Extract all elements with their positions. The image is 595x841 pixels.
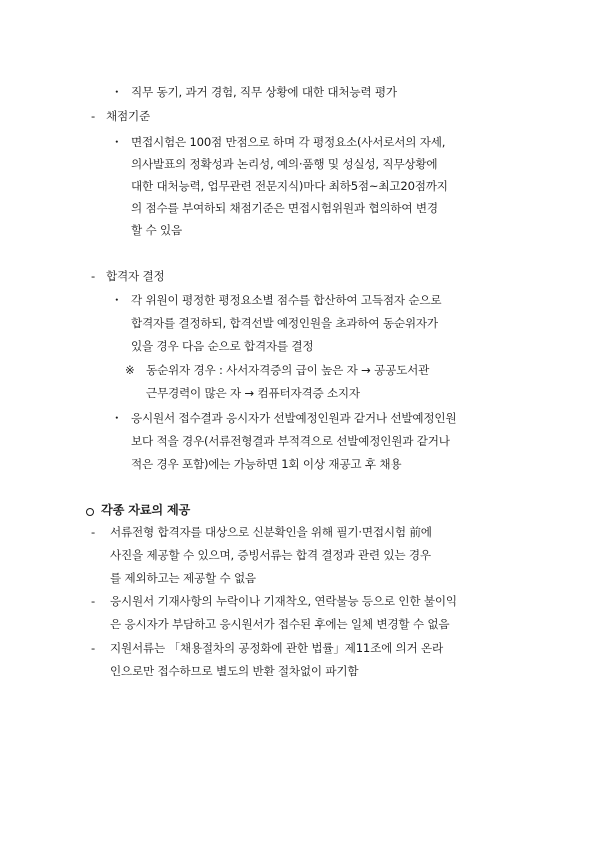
bullet-marker: ・ [111, 293, 123, 307]
liability-paragraph-line: 응시원서 기재사항의 누락이나 기재착오, 연락불능 등으로 인한 불이익 [110, 594, 457, 608]
shortfall-line: 적은 경우 포함)에는 가능하면 1회 이상 재공고 후 채용 [131, 457, 402, 471]
liability-paragraph-line: 은 응시자가 부담하고 응시원서가 접수된 후에는 일체 변경할 수 없음 [110, 617, 450, 631]
tie-note-line: 동순위자 경우 : 사서자격증의 급이 높은 자 → 공공도서관 [146, 363, 430, 377]
section-title: 각종 자료의 제공 [101, 503, 191, 517]
scoring-title: 채점기준 [106, 109, 150, 123]
note-marker: ※ [125, 363, 135, 377]
bullet-marker: ・ [111, 135, 123, 149]
dash-marker: - [91, 594, 96, 608]
scoring-line: 의사발표의 정확성과 논리성, 예의·품행 및 성실성, 직무상황에 [131, 157, 438, 171]
photo-paragraph-line: 를 제외하고는 제공할 수 없음 [110, 571, 256, 585]
circle-bullet-icon [86, 508, 94, 516]
dash-marker: - [91, 269, 96, 283]
tie-note-line: 근무경력이 많은 자 → 컴퓨터자격증 소지자 [146, 386, 360, 400]
pass-title: 합격자 결정 [106, 269, 165, 283]
bullet-marker: ・ [111, 85, 123, 99]
shortfall-line: 응시원서 접수결과 응시자가 선발예정인원과 같거나 선발예정인원 [131, 411, 457, 425]
scoring-line: 면접시험은 100점 만점으로 하며 각 평정요소(사서로서의 자세, [131, 135, 446, 149]
disposal-paragraph-line: 지원서류는 「채용절차의 공정화에 관한 법률」제11조에 의거 온라 [110, 641, 444, 655]
photo-paragraph-line: 서류전형 합격자를 대상으로 신분확인을 위해 필기·면접시험 前에 [110, 525, 432, 539]
bullet-marker: ・ [111, 411, 123, 425]
scoring-line: 할 수 있음 [131, 223, 182, 237]
dash-marker: - [91, 525, 96, 539]
scoring-line: 대한 대처능력, 업무관련 전문지식)마다 최하5점~최고20점까지 [131, 179, 448, 193]
pass-line: 있을 경우 다음 순으로 합격자를 결정 [131, 339, 314, 353]
dash-marker: - [91, 109, 96, 123]
eval-points-text: 직무 동기, 과거 경험, 직무 상황에 대한 대처능력 평가 [131, 85, 397, 99]
dash-marker: - [91, 641, 96, 655]
shortfall-line: 보다 적을 경우(서류전형결과 부적격으로 선발예정인원과 같거나 [131, 434, 450, 448]
photo-paragraph-line: 사진을 제공할 수 있으며, 증빙서류는 합격 결정과 관련 있는 경우 [110, 548, 431, 562]
pass-line: 합격자를 결정하되, 합격선발 예정인원을 초과하여 동순위자가 [131, 316, 438, 330]
scoring-line: 의 점수를 부여하되 채점기준은 면접시험위원과 협의하여 변경 [131, 201, 438, 215]
pass-line: 각 위원이 평정한 평정요소별 점수를 합산하여 고득점자 순으로 [131, 293, 442, 307]
disposal-paragraph-line: 인으로만 접수하므로 별도의 반환 절차없이 파기함 [110, 664, 359, 678]
